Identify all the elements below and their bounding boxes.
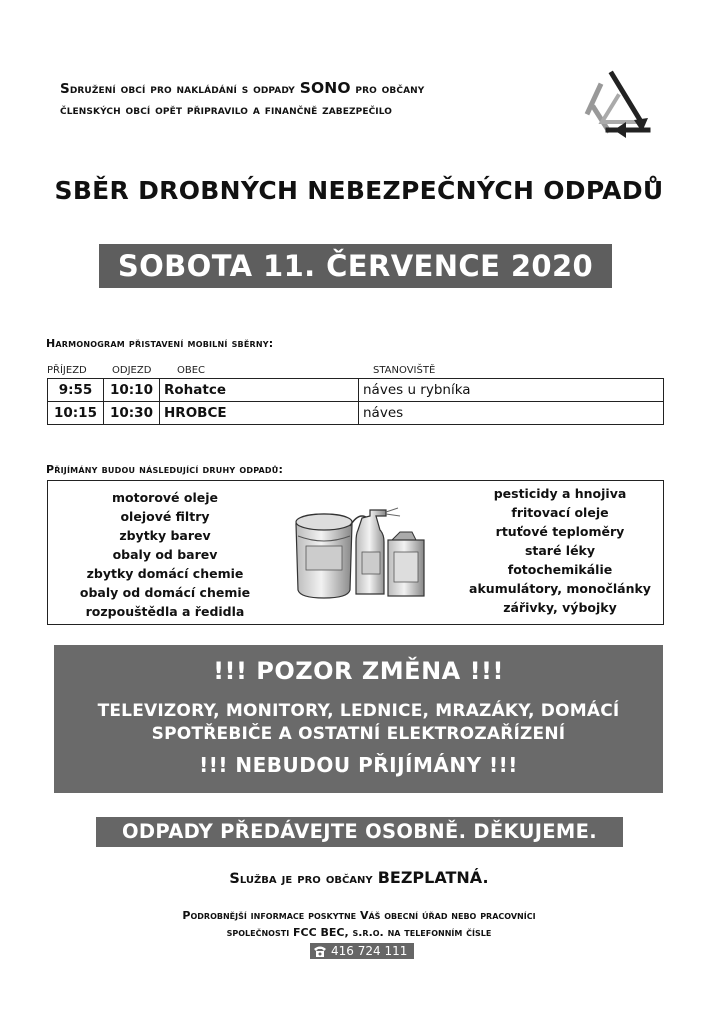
warning-title: !!! POZOR ZMĚNA !!! bbox=[213, 657, 504, 685]
schedule-label: Harmonogram přistavení mobilní sběrny: bbox=[46, 337, 274, 350]
schedule-table bbox=[47, 378, 664, 425]
header-line1-a: Sdružení obcí pro nakládání s odpady bbox=[60, 81, 300, 97]
list-item: zářivky, výbojky bbox=[503, 600, 617, 615]
header-brand: SONO bbox=[299, 79, 351, 97]
arrive-time: 10:15 bbox=[48, 402, 104, 425]
handover-banner: ODPADY PŘEDÁVEJTE OSOBNĚ. DĚKUJEME. bbox=[96, 817, 623, 847]
page-title: SBĚR DROBNÝCH NEBEZPEČNÝCH ODPADŮ bbox=[54, 176, 664, 205]
list-item: zbytky domácí chemie bbox=[86, 566, 244, 581]
waste-list-left bbox=[60, 488, 270, 621]
free-service-prefix: Služba je pro občany bbox=[229, 871, 378, 887]
list-item: zbytky barev bbox=[119, 528, 211, 543]
list-item: motorové oleje bbox=[111, 490, 219, 505]
list-item: obaly od domácí chemie bbox=[79, 585, 251, 600]
free-service-bold: BEZPLATNÁ. bbox=[377, 868, 489, 887]
header-line2: členských obcí opět připravilo a finančně zabezpečilo bbox=[60, 102, 393, 118]
waste-label: Přijímány budou následující druhy odpadů: bbox=[46, 463, 284, 476]
list-item: staré léky bbox=[524, 543, 596, 558]
warning-footer: !!! NEBUDOU PŘIJÍMÁNY !!! bbox=[199, 753, 518, 777]
warning-line1: TELEVIZORY, MONITORY, LEDNICE, MRAZÁKY, DOMÁCÍ bbox=[97, 701, 620, 721]
column-header-location: STANOVIŠTĚ bbox=[373, 365, 436, 376]
list-item: fotochemikálie bbox=[507, 562, 613, 577]
list-item: obaly od barev bbox=[112, 547, 218, 562]
column-header-arrive: PŘÍJEZD bbox=[47, 365, 87, 376]
depart-time: 10:30 bbox=[104, 402, 160, 425]
phone-box bbox=[310, 943, 414, 959]
warning-line2: SPOTŘEBIČE A OSTATNÍ ELEKTROZAŘÍZENÍ bbox=[151, 724, 566, 744]
info-line2: společnosti FCC BEC, s.r.o. na telefonním čísle bbox=[226, 926, 492, 939]
list-item: rtuťové teploměry bbox=[495, 524, 625, 539]
column-header-depart: ODJEZD bbox=[112, 365, 152, 376]
collection-location: náves u rybníka bbox=[359, 379, 664, 402]
phone-number: 416 724 111 bbox=[331, 944, 408, 958]
arrive-time: 9:55 bbox=[48, 379, 104, 402]
village-name: Rohatce bbox=[160, 379, 359, 402]
warning-box bbox=[54, 645, 663, 793]
list-item: fritovací oleje bbox=[511, 505, 609, 520]
paint-cans-and-chemicals-icon bbox=[288, 496, 448, 604]
info-text bbox=[0, 907, 718, 941]
header-line1-b: pro občany bbox=[350, 81, 425, 97]
table-row bbox=[48, 379, 664, 402]
list-item: akumulátory, monočlánky bbox=[469, 581, 651, 596]
collection-location: náves bbox=[359, 402, 664, 425]
waste-list-right bbox=[460, 484, 660, 617]
date-banner: SOBOTA 11. ČERVENCE 2020 bbox=[99, 244, 612, 288]
warning-body bbox=[54, 700, 663, 746]
list-item: pesticidy a hnojiva bbox=[493, 486, 627, 501]
table-row bbox=[48, 402, 664, 425]
info-line1: Podrobnější informace poskytne Váš obecní úřad nebo pracovníci bbox=[182, 909, 536, 922]
sono-triangle-logo-icon bbox=[578, 62, 668, 152]
list-item: olejové filtry bbox=[120, 509, 210, 524]
telephone-icon bbox=[312, 943, 328, 959]
depart-time: 10:10 bbox=[104, 379, 160, 402]
column-header-village: OBEC bbox=[177, 365, 206, 376]
free-service-text bbox=[0, 868, 718, 887]
village-name: HROBCE bbox=[160, 402, 359, 425]
header-text bbox=[60, 78, 590, 121]
list-item: rozpouštědla a ředidla bbox=[85, 604, 245, 619]
